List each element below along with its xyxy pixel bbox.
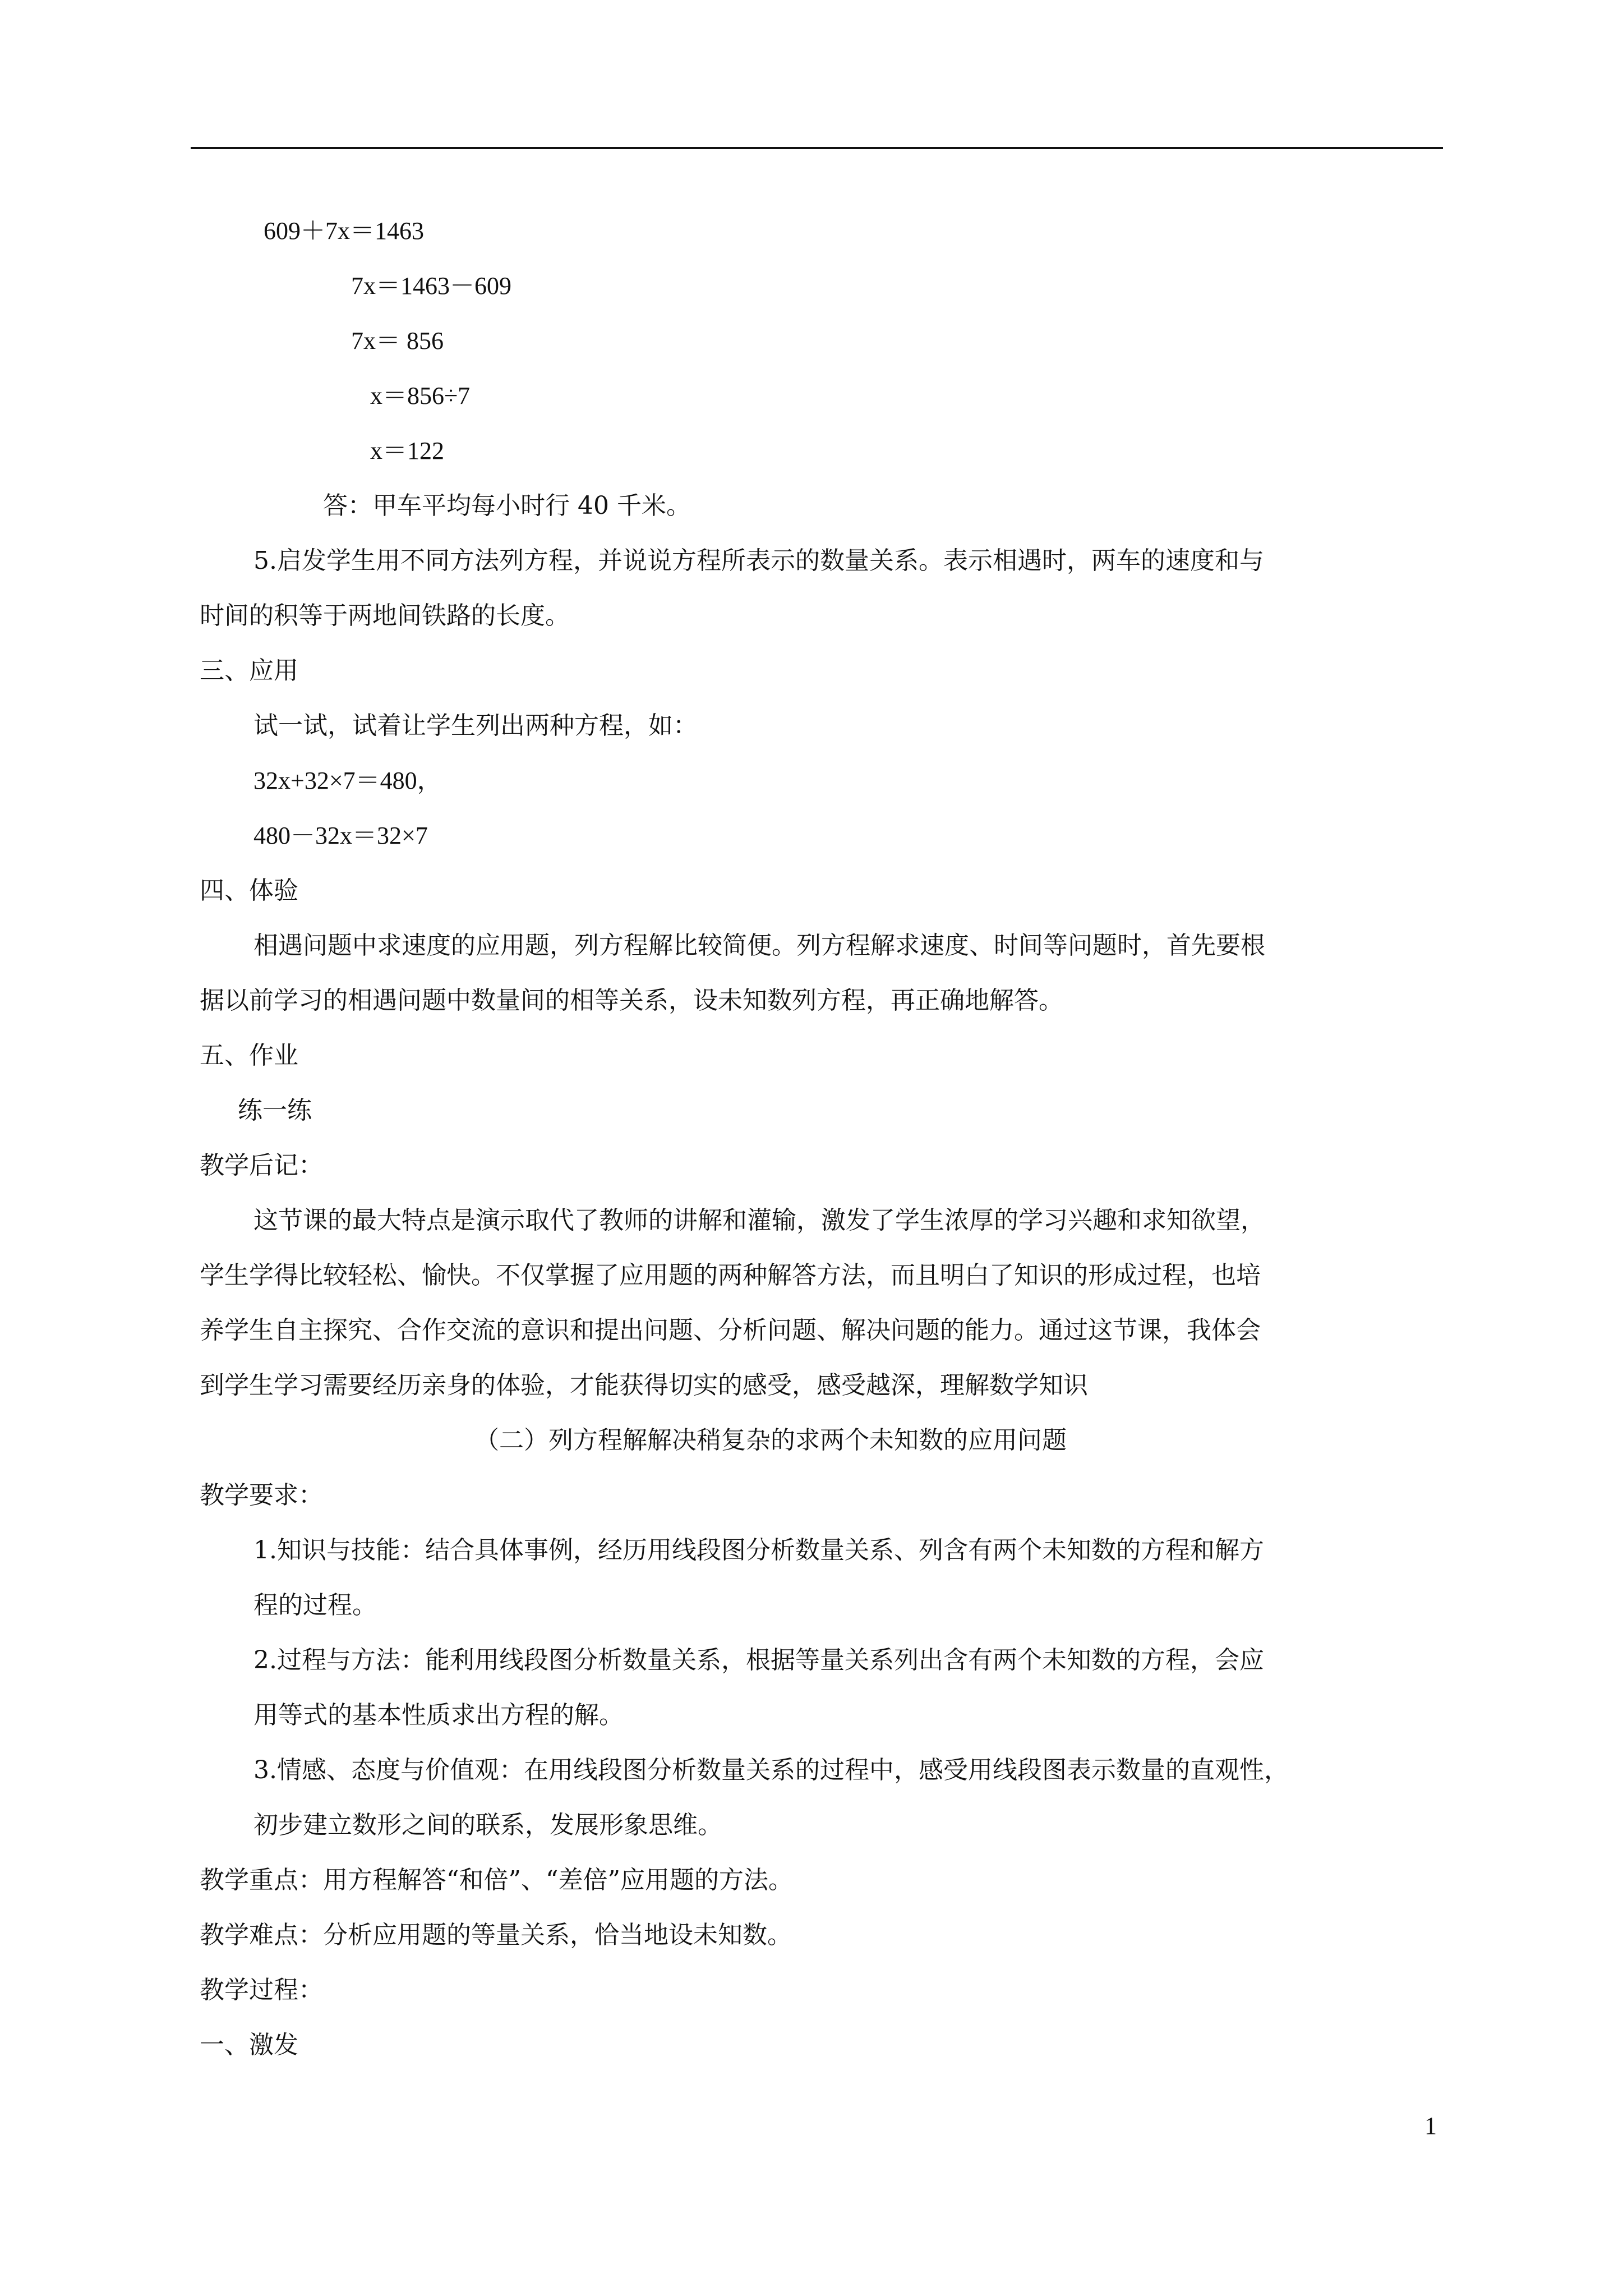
- afterword-line-3: 养学生自主探究、合作交流的意识和提出问题、分析问题、解决问题的能力。通过这节课，我体会: [200, 1316, 1261, 1345]
- page-number: 1: [1424, 2112, 1437, 2139]
- requirement-2-line-2: 用等式的基本性质求出方程的解。: [253, 1701, 624, 1729]
- process-heading: 教学过程：: [200, 1976, 323, 2004]
- equation-line-3: 7x＝ 856: [351, 327, 444, 355]
- section3-intro: 试一试，试着让学生列出两种方程，如：: [253, 711, 698, 740]
- lesson2-title: （二）列方程解解决稍复杂的求两个未知数的应用问题: [474, 1426, 1067, 1455]
- stage-1-heading: 一、激发: [200, 2031, 298, 2059]
- afterword-line-1: 这节课的最大特点是演示取代了教师的讲解和灌输，激发了学生浓厚的学习兴趣和求知欲望，: [253, 1206, 1265, 1235]
- section4-line-1: 相遇问题中求速度的应用题，列方程解比较简便。列方程解求速度、时间等问题时，首先要根: [253, 931, 1265, 960]
- section3-equation-1: 32x+32×7＝480，: [253, 767, 442, 794]
- key-point: 教学重点：用方程解答“和倍”、“差倍”应用题的方法。: [200, 1866, 793, 1894]
- section4-heading: 四、体验: [200, 876, 298, 905]
- afterword-line-2: 学生学得比较轻松、愉快。不仅掌握了应用题的两种解答方法，而且明白了知识的形成过程，也培: [200, 1261, 1261, 1290]
- afterword-line-4: 到学生学习需要经历亲身的体验，才能获得切实的感受，感受越深，理解数学知识: [200, 1371, 1088, 1400]
- section5-heading: 五、作业: [200, 1041, 298, 1070]
- requirements-heading: 教学要求：: [200, 1481, 323, 1510]
- requirement-1-line-1: 1.知识与技能：结合具体事例，经历用线段图分析数量关系、列含有两个未知数的方程和解方: [253, 1536, 1264, 1565]
- requirement-2-line-1: 2.过程与方法：能利用线段图分析数量关系，根据等量关系列出含有两个未知数的方程，会应: [253, 1646, 1264, 1674]
- requirement-3-line-1: 3.情感、态度与价值观：在用线段图分析数量关系的过程中，感受用线段图表示数量的直观性，: [253, 1756, 1289, 1784]
- section3-heading: 三、应用: [200, 656, 298, 685]
- section4-line-2: 据以前学习的相遇问题中数量间的相等关系，设未知数列方程，再正确地解答。: [200, 986, 1063, 1015]
- step5-line-2: 时间的积等于两地间铁路的长度。: [200, 601, 570, 630]
- answer-line: 答：甲车平均每小时行 40 千米。: [323, 491, 691, 520]
- section5-item: 练一练: [238, 1096, 312, 1125]
- equation-line-5: x＝122: [370, 437, 444, 464]
- requirement-3-line-2: 初步建立数形之间的联系，发展形象思维。: [253, 1811, 722, 1839]
- equation-line-4: x＝856÷7: [370, 382, 471, 409]
- section3-equation-2: 480－32x＝32×7: [253, 822, 428, 849]
- afterword-heading: 教学后记：: [200, 1151, 323, 1180]
- equation-line-1: 609＋7x＝1463: [264, 217, 424, 245]
- difficulty-point: 教学难点：分析应用题的等量关系，恰当地设未知数。: [200, 1921, 792, 1949]
- header-rule: [191, 147, 1443, 149]
- equation-line-2: 7x＝1463－609: [351, 272, 511, 300]
- requirement-1-line-2: 程的过程。: [253, 1591, 377, 1619]
- step5-line-1: 5.启发学生用不同方法列方程，并说说方程所表示的数量关系。表示相遇时，两车的速度和与: [253, 546, 1264, 575]
